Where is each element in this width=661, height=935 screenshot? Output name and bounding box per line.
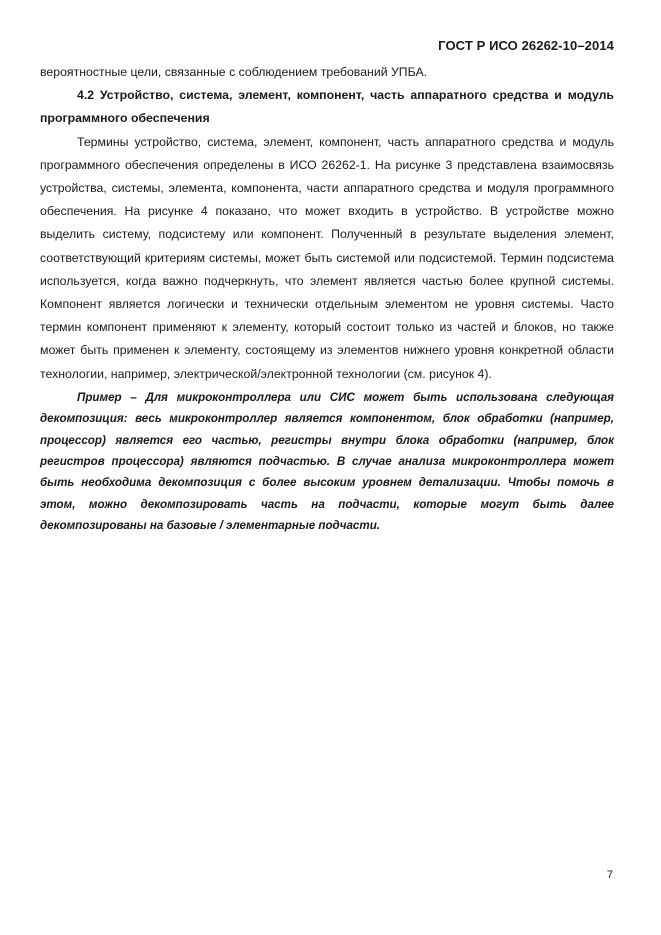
section-heading: 4.2 Устройство, система, элемент, компонент, часть аппаратного средства и модуль программного обеспечения xyxy=(40,88,614,126)
document-header-standard: ГОСТ Р ИСО 26262-10–2014 xyxy=(438,38,614,53)
continuation-paragraph: вероятностные цели, связанные с соблюдением требований УПБА. xyxy=(40,65,428,79)
example-paragraph: Пример – Для микроконтроллера или СИС может быть использована следующая декомпозиция: весь микроконтроллер является компонентом, блок обработки (например, процессор) является его частью, регистры внутри блока обработки (например, блок регистров процессора) являются подчастью. В случае анализа микроконтроллера может быть необходима декомпозиция с более высоким уровнем детализации. Чтобы помочь в этом, можно декомпозировать часть на подчасти, которые могут быть далее декомпозированы на базовые / элементарные подчасти. xyxy=(40,390,614,533)
terms-paragraph: Термины устройство, система, элемент, компонент, часть аппаратного средства и модуль программного обеспечения определены в ИСО 26262-1. На рисунке 3 представлена взаимосвязь устройства, системы, элемента, компонента, части аппаратного средства и модуля программного обеспечения. На рисунке 4 показано, что может входить в устройство. В устройстве можно выделить систему, подсистему или компонент. Полученный в результате выделения элемент, соответствующий критериям системы, может быть системой или подсистемой. Термин подсистема используется, когда важно подчеркнуть, что элемент является частью более крупной системы. Компонент является логически и технически отдельным элементом не уровня системы. Часто термин компонент применяют к элементу, который состоит только из частей и блоков, но также может быть применен к элементу, состоящему из элементов нижнего уровня конкретной области технологии, например, электрической/электронной технологии (см. рисунок 4). xyxy=(40,134,614,381)
document-content xyxy=(40,61,614,537)
page-number: 7 xyxy=(606,869,613,881)
